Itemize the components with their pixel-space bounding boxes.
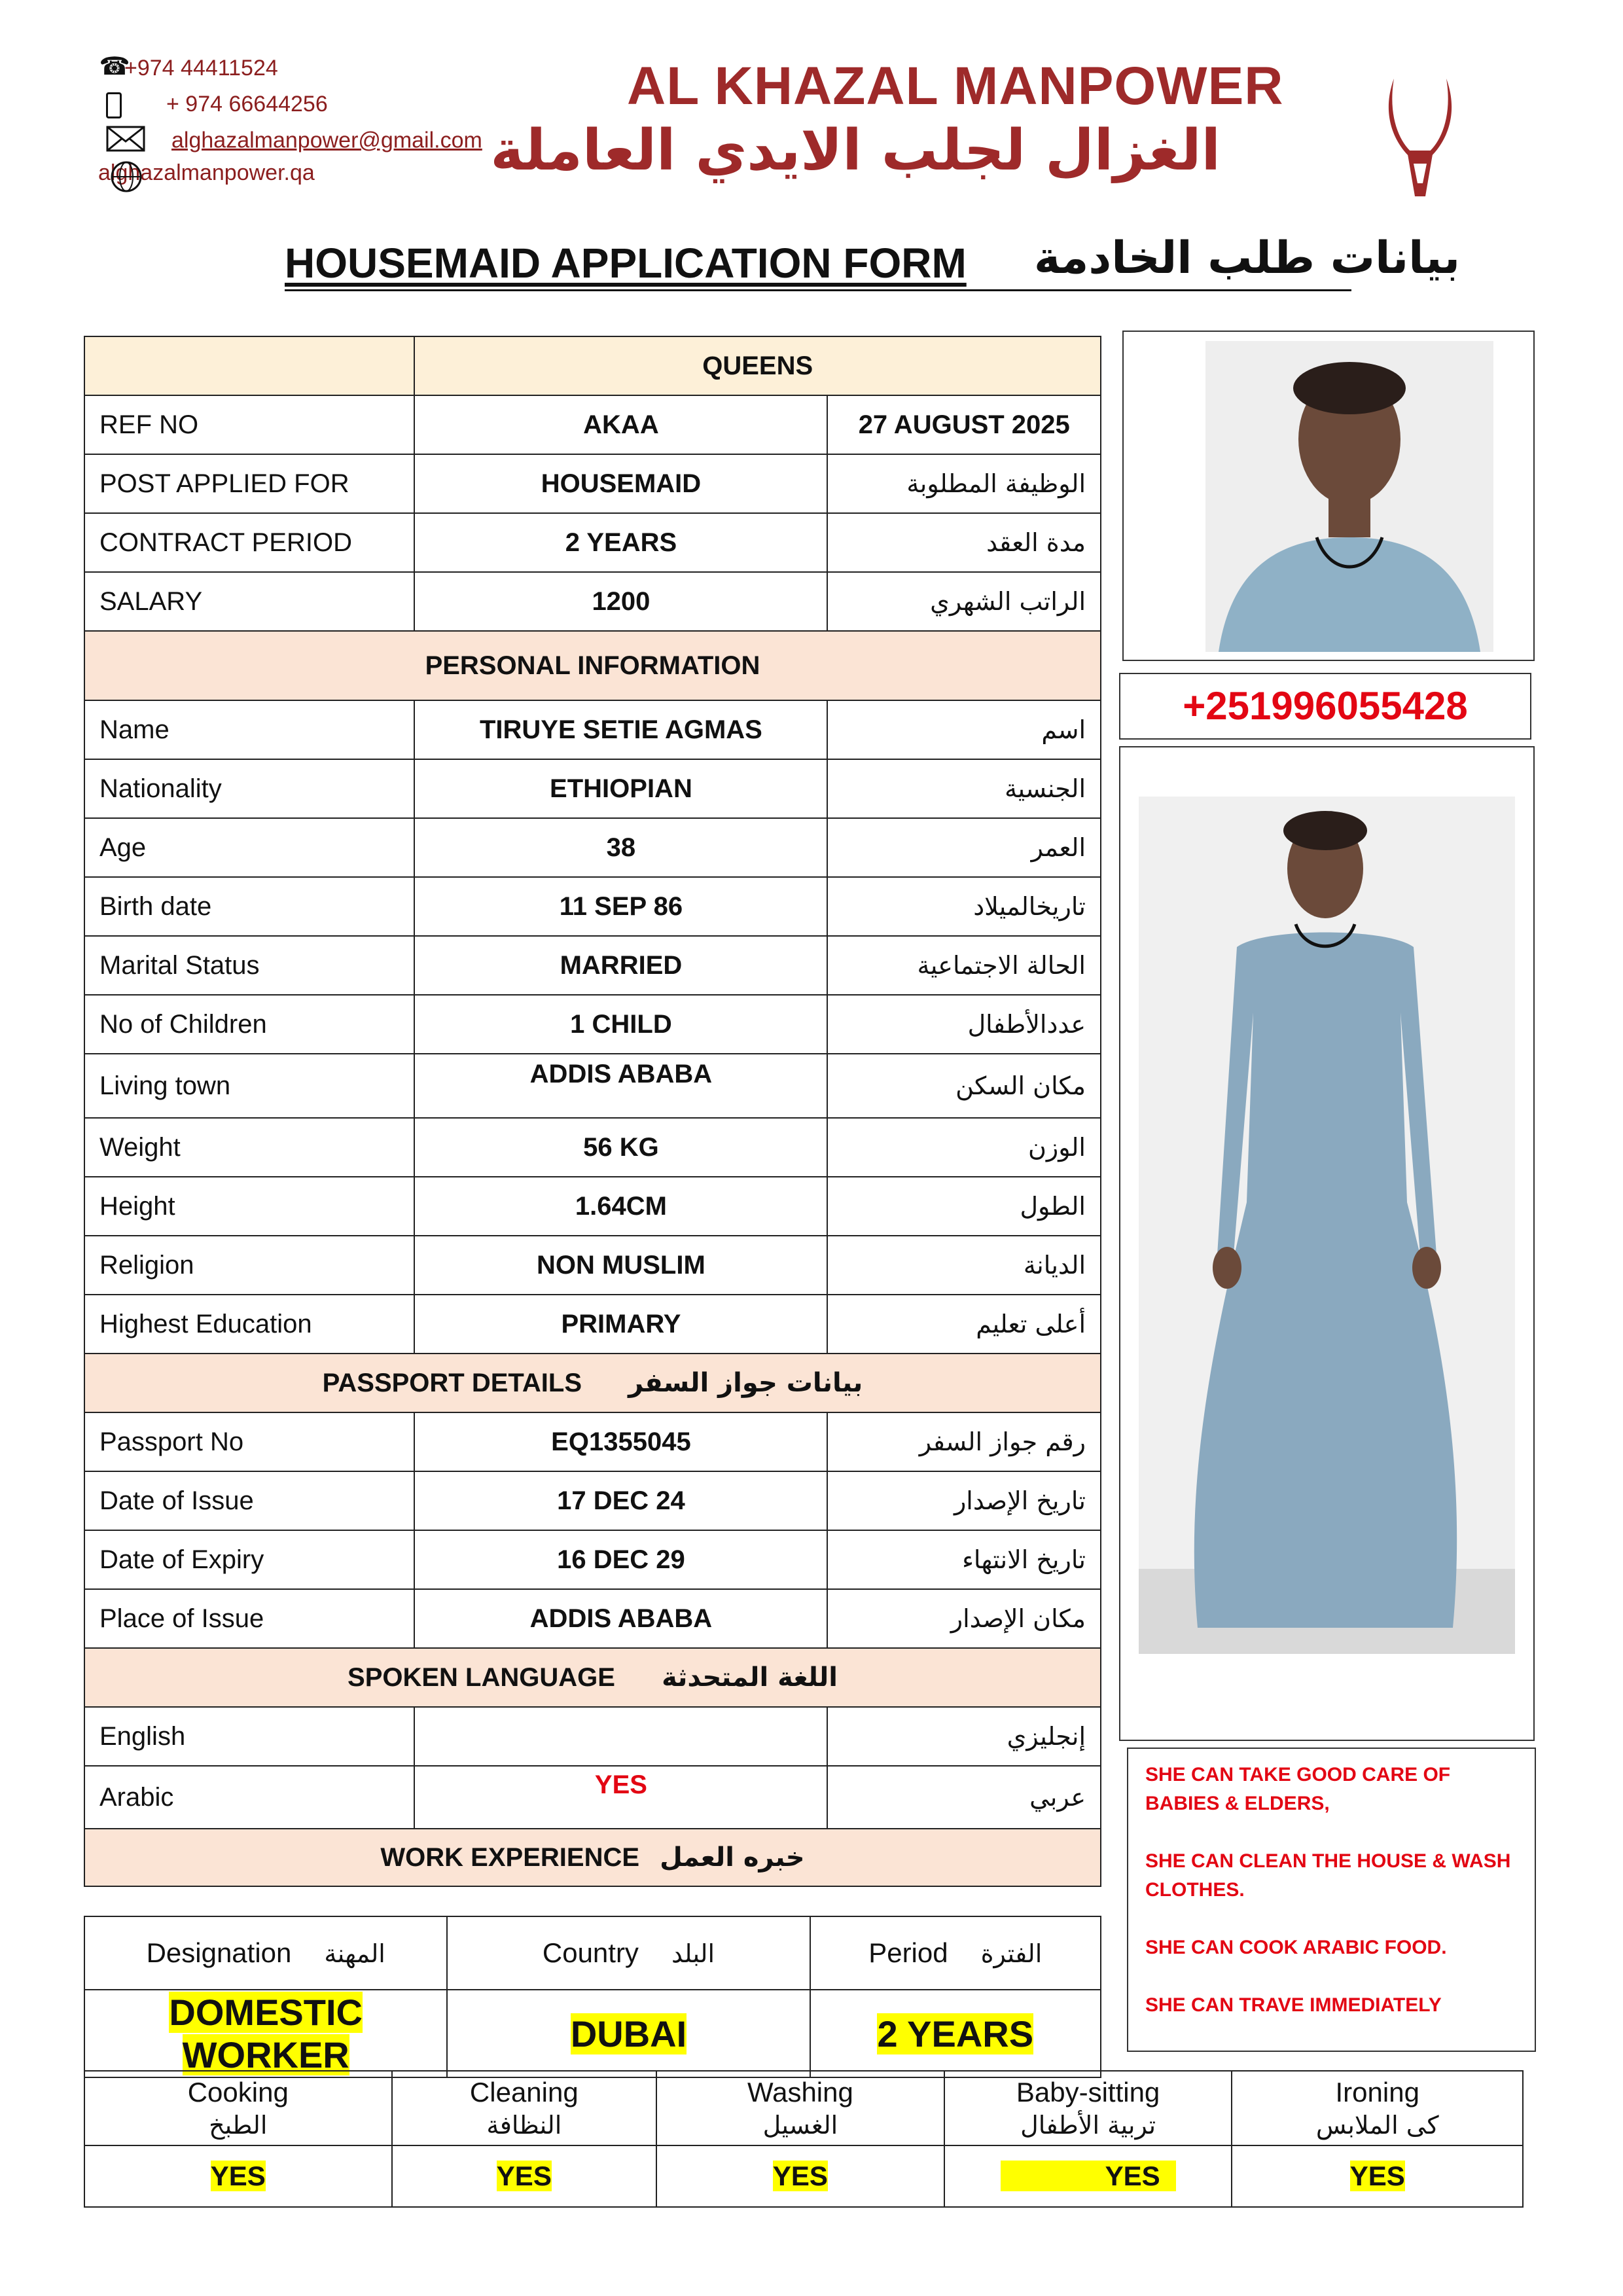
skills-table — [84, 2070, 1524, 2208]
row-label-ar: مكان السكن — [827, 1054, 1101, 1118]
portrait-photo — [1205, 341, 1493, 652]
row-value: MARRIED — [414, 936, 827, 995]
table-row — [84, 1707, 1101, 1766]
empty-cell — [84, 336, 414, 395]
row-label: Name — [84, 700, 414, 759]
row-value: PRIMARY — [414, 1295, 827, 1354]
skill-value: YES — [944, 2145, 1232, 2207]
row-value: ADDIS ABABA — [414, 1589, 827, 1648]
table-row — [84, 700, 1101, 759]
skill-value: YES — [656, 2145, 944, 2207]
row-label-ar: تاريخ الإصدار — [827, 1471, 1101, 1530]
section-title-ar: اللغة المتحدثة — [662, 1662, 838, 1693]
section-spoken-language — [84, 1648, 1101, 1707]
row-label-ar: عربي — [827, 1766, 1101, 1829]
row-label-ar: مدة العقد — [827, 513, 1101, 572]
form-title: HOUSEMAID APPLICATION FORM — [285, 240, 967, 287]
form-title-ar: بيانات طلب الخادمة — [1034, 232, 1460, 284]
skill-cooking: Cooking الطبخ — [84, 2071, 392, 2145]
row-label: Age — [84, 818, 414, 877]
skill-value: YES — [84, 2145, 392, 2207]
row-label: Highest Education — [84, 1295, 414, 1354]
mobile-icon — [106, 92, 122, 118]
skill-ironing: Ironing کی الملابس — [1232, 2071, 1523, 2145]
row-label-ar: الوزن — [827, 1118, 1101, 1177]
company-name-ar: الغزال لجلب الايدي العاملة — [490, 118, 1221, 183]
work-designation: DOMESTIC WORKER — [84, 1990, 447, 2077]
table-row — [84, 1054, 1101, 1118]
company-name-en: AL KHAZAL MANPOWER — [627, 56, 1284, 116]
skill-value: YES — [392, 2145, 657, 2207]
note-item: SHE CAN CLEAN THE HOUSE & WASH CLOTHES. — [1145, 1850, 1511, 1901]
section-title: SPOKEN LANGUAGE — [348, 1663, 615, 1692]
section-title: PASSPORT DETAILS — [322, 1369, 582, 1397]
ref-date: 27 AUGUST 2025 — [827, 395, 1101, 454]
ref-value: AKAA — [414, 395, 827, 454]
skill-washing: Washing الغسيل — [656, 2071, 944, 2145]
row-value: 1200 — [414, 572, 827, 631]
row-label-ar: تاريخ الانتهاء — [827, 1530, 1101, 1589]
table-row — [84, 454, 1101, 513]
gazelle-logo-icon — [1374, 72, 1466, 203]
row-label-ar: الجنسية — [827, 759, 1101, 818]
ref-label: REF NO — [84, 395, 414, 454]
phone-2: + 974 66644256 — [106, 92, 328, 118]
row-value: 16 DEC 29 — [414, 1530, 827, 1589]
row-label: Religion — [84, 1236, 414, 1295]
table-row — [84, 1589, 1101, 1648]
skill-cleaning: Cleaning النظافة — [392, 2071, 657, 2145]
website-link[interactable]: alghazalmanpower.qa — [98, 160, 315, 186]
note-item: SHE CAN TRAVE IMMEDIATELY — [1145, 1994, 1442, 2016]
skill-value: YES — [1232, 2145, 1523, 2207]
section-title-ar: بيانات جواز السفر — [628, 1368, 863, 1398]
envelope-icon — [106, 126, 145, 158]
phone-1: ☎ +974 44411524 — [99, 53, 278, 81]
table-row — [84, 936, 1101, 995]
row-label-ar: إنجليزي — [827, 1707, 1101, 1766]
skill-babysitting: Baby-sitting تربية الأطفال — [944, 2071, 1232, 2145]
section-title: WORK EXPERIENCE — [380, 1843, 640, 1872]
table-row — [84, 818, 1101, 877]
telephone-icon: ☎ — [99, 53, 130, 81]
row-label: Height — [84, 1177, 414, 1236]
row-value: HOUSEMAID — [414, 454, 827, 513]
table-row — [84, 572, 1101, 631]
candidate-notes — [1127, 1748, 1536, 2052]
table-row — [84, 1236, 1101, 1295]
row-label-ar: الطول — [827, 1177, 1101, 1236]
row-label: CONTRACT PERIOD — [84, 513, 414, 572]
work-period: 2 YEARS — [810, 1990, 1101, 2077]
table-row — [84, 1412, 1101, 1471]
row-label: POST APPLIED FOR — [84, 454, 414, 513]
email-link[interactable]: alghazalmanpower@gmail.com — [106, 126, 482, 158]
row-label-ar: الراتب الشهري — [827, 572, 1101, 631]
table-row — [84, 1471, 1101, 1530]
row-label: English — [84, 1707, 414, 1766]
row-label: Arabic — [84, 1766, 414, 1829]
col-designation: Designation المهنة — [84, 1916, 447, 1990]
section-passport-details — [84, 1354, 1101, 1412]
row-value: 1 CHILD — [414, 995, 827, 1054]
row-label: Marital Status — [84, 936, 414, 995]
section-title-ar: خبره العمل — [660, 1842, 805, 1873]
row-label-ar: رقم جواز السفر — [827, 1412, 1101, 1471]
col-country: Country البلد — [447, 1916, 810, 1990]
row-label-ar: أعلى تعليم — [827, 1295, 1101, 1354]
row-label: Nationality — [84, 759, 414, 818]
table-row — [84, 1177, 1101, 1236]
row-label-ar: الديانة — [827, 1236, 1101, 1295]
globe-icon — [110, 160, 143, 199]
row-label: Living town — [84, 1054, 414, 1118]
col-period: Period الفترة — [810, 1916, 1101, 1990]
row-value: 56 KG — [414, 1118, 827, 1177]
row-label: Date of Issue — [84, 1471, 414, 1530]
title-underline — [285, 289, 1351, 291]
row-value: 2 YEARS — [414, 513, 827, 572]
row-label: No of Children — [84, 995, 414, 1054]
table-row — [84, 1530, 1101, 1589]
row-label-ar: مكان الإصدار — [827, 1589, 1101, 1648]
row-label: Weight — [84, 1118, 414, 1177]
row-label: Passport No — [84, 1412, 414, 1471]
row-value: NON MUSLIM — [414, 1236, 827, 1295]
agency-name: QUEENS — [414, 336, 1101, 395]
note-item: SHE CAN COOK ARABIC FOOD. — [1145, 1937, 1447, 1958]
candidate-phone: +251996055428 — [1119, 673, 1531, 740]
row-value: 38 — [414, 818, 827, 877]
row-value: YES — [414, 1766, 827, 1829]
note-item: SHE CAN TAKE GOOD CARE OF BABIES & ELDERS, — [1145, 1764, 1451, 1814]
portrait-photo-frame — [1122, 331, 1535, 661]
row-label-ar: تاريخالميلاد — [827, 877, 1101, 936]
row-value: 11 SEP 86 — [414, 877, 827, 936]
table-row — [84, 1766, 1101, 1829]
row-label-ar: العمر — [827, 818, 1101, 877]
table-row — [84, 877, 1101, 936]
table-row — [84, 759, 1101, 818]
row-value: 17 DEC 24 — [414, 1471, 827, 1530]
applicant-table — [84, 336, 1101, 1887]
row-value: 1.64CM — [414, 1177, 827, 1236]
section-personal-info: PERSONAL INFORMATION — [84, 631, 1101, 700]
row-value: ETHIOPIAN — [414, 759, 827, 818]
row-value — [414, 1707, 827, 1766]
table-row — [84, 1118, 1101, 1177]
row-label-ar: الحالة الاجتماعية — [827, 936, 1101, 995]
row-value: TIRUYE SETIE AGMAS — [414, 700, 827, 759]
row-value: EQ1355045 — [414, 1412, 827, 1471]
row-label: Birth date — [84, 877, 414, 936]
full-body-photo-frame — [1119, 746, 1535, 1741]
table-row — [84, 995, 1101, 1054]
section-work-experience — [84, 1829, 1101, 1886]
row-label: Date of Expiry — [84, 1530, 414, 1589]
full-body-photo — [1139, 797, 1515, 1654]
table-row — [84, 1295, 1101, 1354]
row-label-ar: الوظيفة المطلوبة — [827, 454, 1101, 513]
row-label: SALARY — [84, 572, 414, 631]
row-value: ADDIS ABABA — [414, 1054, 827, 1118]
row-label: Place of Issue — [84, 1589, 414, 1648]
row-label-ar: اسم — [827, 700, 1101, 759]
row-label-ar: عددالأطفال — [827, 995, 1101, 1054]
table-row — [84, 513, 1101, 572]
work-country: DUBAI — [447, 1990, 810, 2077]
work-experience-table — [84, 1916, 1101, 2078]
